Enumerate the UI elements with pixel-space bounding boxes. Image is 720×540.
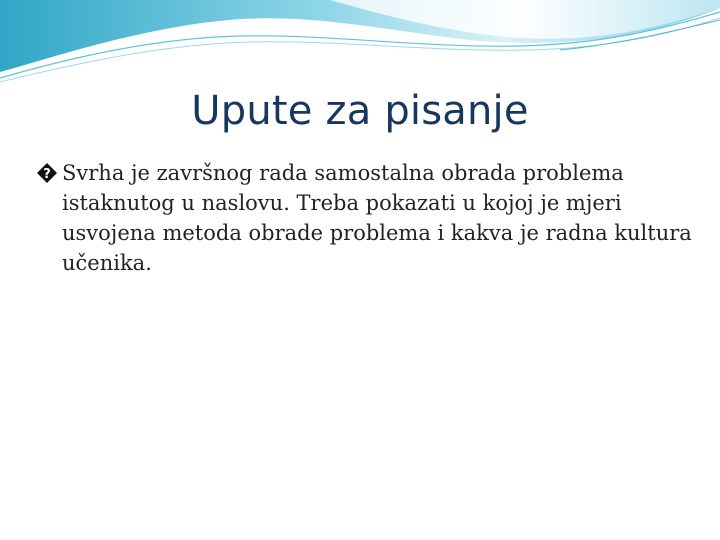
body-text: Svrha je završnog rada samostalna obrada problema istaknutog u naslovu. Treba pokazati u kojoj je mjeri usvojena metoda obrade problema i kakva je radna kultura učenika. [62,161,692,275]
header-wave-decoration [0,0,720,90]
slide-title: Upute za pisanje [191,88,529,134]
svg-text:?: ? [43,167,51,182]
missing-glyph-icon [36,162,58,184]
body-paragraph [36,158,702,278]
